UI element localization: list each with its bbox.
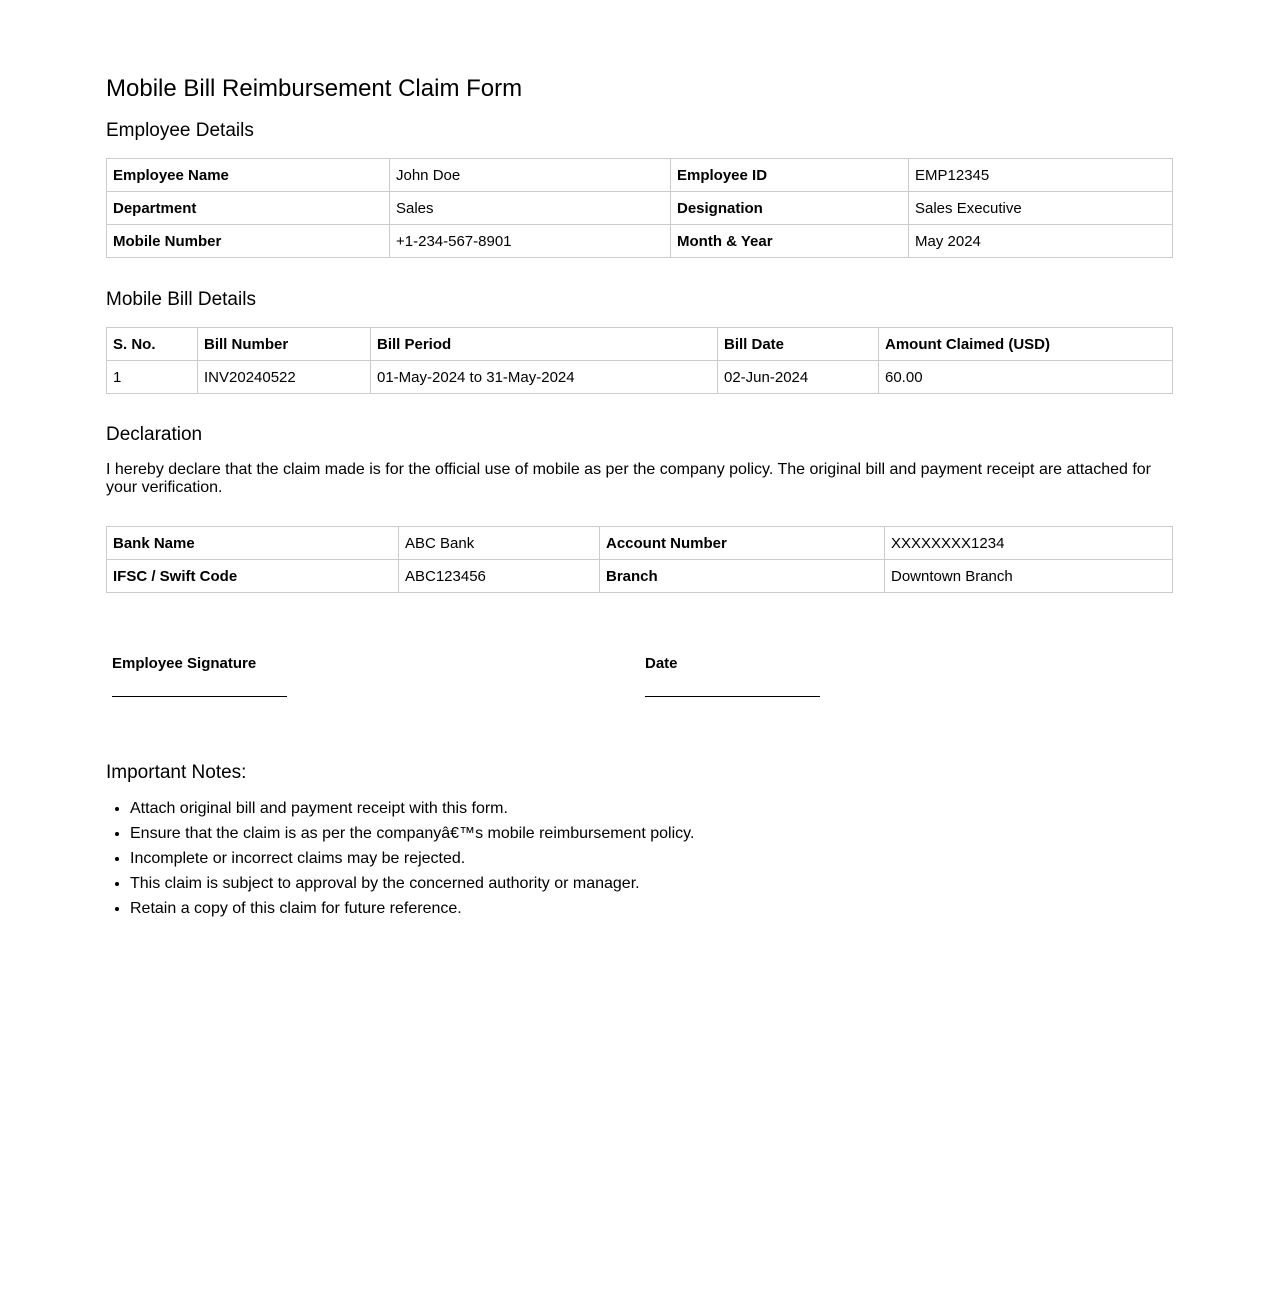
designation-value: Sales Executive (909, 192, 1173, 225)
page-title: Mobile Bill Reimbursement Claim Form (106, 75, 523, 102)
ifsc-code-value: ABC123456 (399, 560, 600, 593)
list-item: • Retain a copy of this claim for future reference. (130, 896, 694, 921)
month-year-label: Month & Year (671, 225, 909, 258)
account-number-value: XXXXXXXX1234 (885, 527, 1173, 560)
important-notes-heading: Important Notes: (106, 762, 247, 783)
table-row (107, 527, 1173, 560)
table-row (107, 361, 1173, 394)
employee-id-label: Employee ID (671, 159, 909, 192)
list-item: • Attach original bill and payment receipt with this form. (130, 796, 694, 821)
column-header-bill-number: Bill Number (198, 328, 371, 361)
column-header-serial: S. No. (107, 328, 198, 361)
table-row (107, 159, 1173, 192)
date-signature-block (645, 655, 945, 697)
employee-details-table (106, 158, 1173, 258)
employee-signature-line[interactable] (112, 696, 287, 697)
bill-details-table (106, 327, 1173, 394)
month-year-value: May 2024 (909, 225, 1173, 258)
serial-cell: 1 (107, 361, 198, 394)
important-notes-list (106, 796, 694, 921)
employee-details-heading: Employee Details (106, 120, 254, 141)
list-item: • Incomplete or incorrect claims may be rejected. (130, 846, 694, 871)
bank-name-value: ABC Bank (399, 527, 600, 560)
declaration-heading: Declaration (106, 424, 203, 445)
column-header-bill-date: Bill Date (718, 328, 879, 361)
table-header-row (107, 328, 1173, 361)
employee-id-value: EMP12345 (909, 159, 1173, 192)
account-number-label: Account Number (600, 527, 885, 560)
employee-signature-block (112, 655, 412, 697)
date-line[interactable] (645, 696, 820, 697)
branch-value: Downtown Branch (885, 560, 1173, 593)
column-header-bill-period: Bill Period (371, 328, 718, 361)
department-label: Department (107, 192, 390, 225)
list-item: • This claim is subject to approval by the concerned authority or manager. (130, 871, 694, 896)
declaration-text: I hereby declare that the claim made is for the official use of mobile as per the company policy. The original bill and payment receipt are attached for your verification. (106, 461, 1152, 496)
employee-name-label: Employee Name (107, 159, 390, 192)
ifsc-code-label: IFSC / Swift Code (107, 560, 399, 593)
department-value: Sales (390, 192, 671, 225)
designation-label: Designation (671, 192, 909, 225)
employee-signature-label: Employee Signature (112, 655, 257, 672)
mobile-number-label: Mobile Number (107, 225, 390, 258)
bill-period-cell: 01-May-2024 to 31-May-2024 (371, 361, 718, 394)
date-label: Date (645, 655, 678, 672)
column-header-amount: Amount Claimed (USD) (879, 328, 1173, 361)
bank-details-table (106, 526, 1173, 593)
list-item: • Ensure that the claim is as per the companyâ€™s mobile reimbursement policy. (130, 821, 694, 846)
table-row (107, 192, 1173, 225)
amount-cell: 60.00 (879, 361, 1173, 394)
mobile-number-value: +1-234-567-8901 (390, 225, 671, 258)
table-row (107, 560, 1173, 593)
bill-details-heading: Mobile Bill Details (106, 289, 256, 310)
table-row (107, 225, 1173, 258)
branch-label: Branch (600, 560, 885, 593)
bill-number-cell: INV20240522 (198, 361, 371, 394)
bill-date-cell: 02-Jun-2024 (718, 361, 879, 394)
employee-name-value: John Doe (390, 159, 671, 192)
bank-name-label: Bank Name (107, 527, 399, 560)
